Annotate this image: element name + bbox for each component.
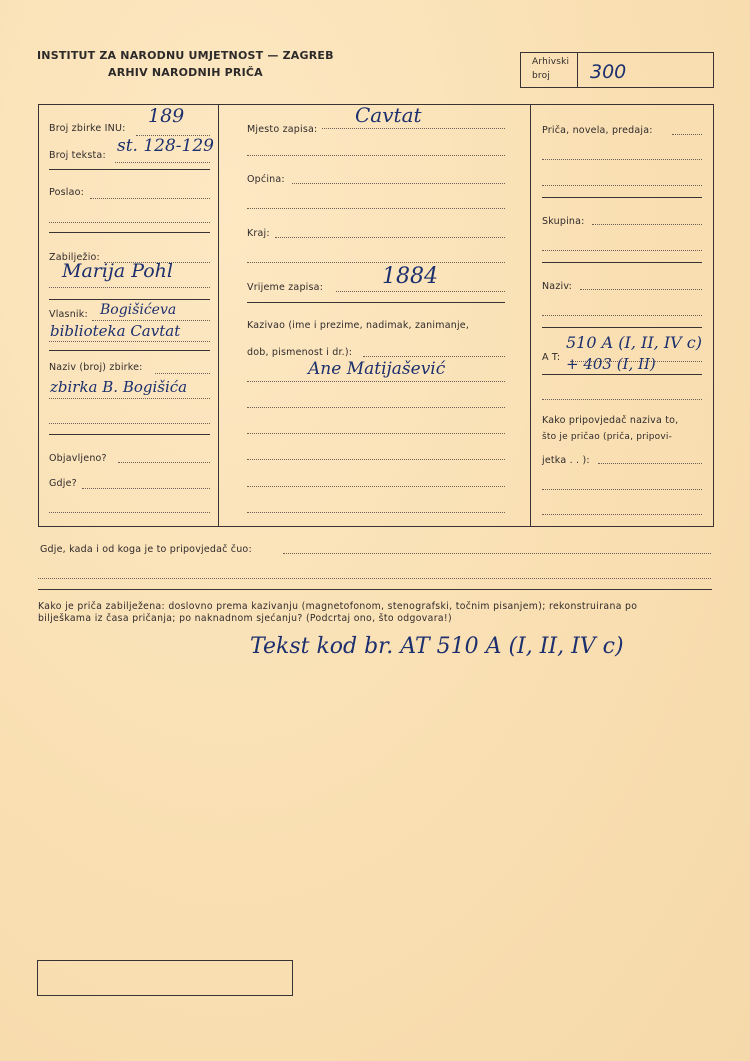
narrator-naming-line-2 (542, 489, 702, 490)
collection-name-line-2 (49, 398, 210, 399)
story-type-line-3 (542, 185, 702, 186)
heard-from-line-2 (38, 578, 711, 579)
left-separator-5 (49, 434, 210, 435)
left-separator-3 (49, 299, 210, 300)
right-line-extra (542, 399, 702, 400)
owner-line-1 (92, 320, 210, 321)
narrator-naming-2: što je pričao (priča, pripovi- (542, 432, 673, 442)
at-value-1: 510 A (I, II, IV c) (566, 333, 702, 352)
narrator-naming-1: Kako pripovjedač naziva to, (542, 415, 679, 426)
right-separator-1 (542, 197, 702, 198)
narrator-label-2: dob, pismenost i dr.): (247, 347, 353, 358)
collection-number-label: Broj zbirke INU: (49, 123, 126, 134)
text-number-value: st. 128-129 (117, 136, 215, 156)
collection-name-value: zbirka B. Bogišića (50, 378, 188, 396)
recording-date-label: Vrijeme zapisa: (247, 282, 324, 293)
place-value: Cavtat (355, 103, 422, 127)
text-number-line (115, 162, 210, 163)
published-label: Objavljeno? (49, 453, 107, 464)
group-line-2 (542, 250, 702, 251)
published-line (118, 462, 210, 463)
left-separator-4 (49, 350, 210, 351)
right-separator-4 (542, 374, 702, 375)
sent-by-line-2 (49, 222, 210, 223)
collection-name-line-1 (155, 373, 210, 374)
region-line-1 (275, 237, 505, 238)
place-label: Mjesto zapisa: (247, 124, 318, 135)
group-label: Skupina: (542, 216, 585, 227)
archive-number-value: 300 (590, 61, 627, 83)
owner-label: Vlasnik: (49, 309, 88, 320)
owner-value-1: Bogišićeva (100, 302, 177, 318)
at-value-2: + 403 (I, II) (566, 355, 656, 373)
handwritten-note: Tekst kod br. AT 510 A (I, II, IV c) (250, 634, 624, 659)
archive-number-label-2: broj (532, 71, 551, 81)
institute-title: INSTITUT ZA NARODNU UMJETNOST — ZAGREB (37, 49, 334, 62)
name-label: Naziv: (542, 281, 573, 292)
recording-date-value: 1884 (382, 264, 438, 289)
recording-date-line (336, 291, 505, 292)
bottom-stamp-box (37, 960, 293, 996)
where-published-label: Gdje? (49, 478, 77, 489)
right-column-divider (530, 104, 531, 527)
narrator-value: Ane Matijašević (308, 359, 446, 379)
narrator-line-6 (247, 486, 505, 487)
municipality-label: Općina: (247, 174, 285, 185)
narrator-label-1: Kazivao (ime i prezime, nadimak, zanimanje, (247, 320, 470, 331)
left-separator-1 (49, 169, 210, 170)
name-line-2 (542, 315, 702, 316)
owner-value-2: biblioteka Cavtat (50, 322, 181, 340)
owner-line-2 (49, 341, 210, 342)
place-line (322, 128, 505, 129)
collection-number-value: 189 (148, 105, 185, 127)
story-type-line-2 (542, 159, 702, 160)
municipality-line-1 (292, 183, 505, 184)
at-label: A T: (542, 352, 561, 363)
narrator-line-3 (247, 407, 505, 408)
archive-title: ARHIV NARODNIH PRIČA (108, 66, 263, 79)
heard-from-label: Gdje, kada i od koga je to pripovjedač čuo: (40, 544, 252, 555)
narrator-line-4 (247, 433, 505, 434)
sent-by-line-1 (90, 198, 210, 199)
left-separator-2 (49, 232, 210, 233)
archive-number-divider (577, 52, 578, 88)
where-published-line-2 (49, 512, 210, 513)
story-type-label: Priča, novela, predaja: (542, 125, 653, 136)
left-column-divider (218, 104, 219, 527)
middle-separator (247, 302, 505, 303)
narrator-line-2 (247, 381, 505, 382)
recorded-by-value: Marija Pohl (62, 260, 173, 282)
narrator-line-1 (363, 356, 505, 357)
recording-method-note-1: Kako je priča zabilježena: doslovno prema kazivanju (magnetofonom, stenografski, točnim pisanjem); rekonstruirana po (38, 601, 638, 612)
narrator-naming-3: jetka . . ): (542, 455, 590, 466)
narrator-line-7 (247, 512, 505, 513)
sent-by-label: Poslao: (49, 187, 85, 198)
text-number-label: Broj teksta: (49, 150, 106, 161)
heard-from-line-1 (283, 553, 711, 554)
group-line-1 (592, 224, 702, 225)
region-label: Kraj: (247, 228, 270, 239)
name-line-1 (580, 289, 702, 290)
where-published-line-1 (82, 488, 210, 489)
narrator-naming-line-1 (598, 463, 702, 464)
collection-name-label: Naziv (broj) zbirke: (49, 362, 143, 373)
municipality-line-2 (247, 208, 505, 209)
region-line-2 (247, 262, 505, 263)
story-type-line-1 (672, 134, 702, 135)
collection-name-line-3 (49, 423, 210, 424)
recorded-by-label: Zabilježio: (49, 252, 100, 263)
recording-method-note-2: bilješkama iz časa pričanja; po naknadnom sjećanju? (Podcrtaj ono, što odgovara!) (38, 613, 452, 624)
narrator-line-5 (247, 459, 505, 460)
recorded-by-line-2 (49, 287, 210, 288)
narrator-naming-line-3 (542, 514, 702, 515)
right-separator-2 (542, 262, 702, 263)
right-separator-3 (542, 327, 702, 328)
place-line-2 (247, 155, 505, 156)
bottom-separator (38, 589, 712, 590)
archive-number-label-1: Arhivski (532, 57, 570, 67)
